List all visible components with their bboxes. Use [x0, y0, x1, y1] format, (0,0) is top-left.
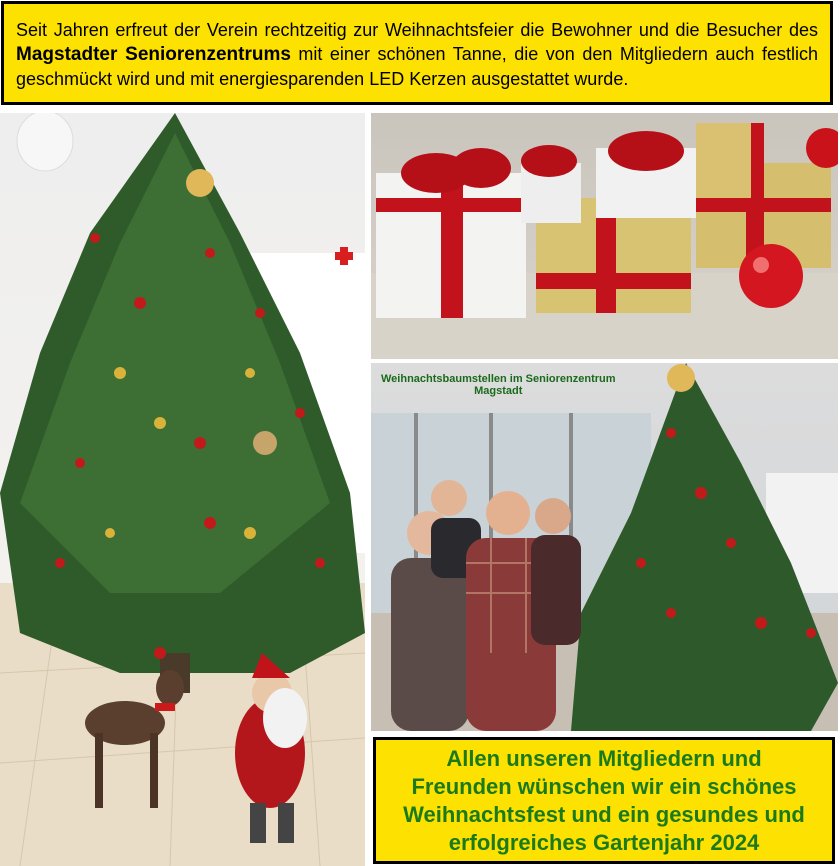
- greeting-box: [373, 737, 835, 864]
- photo-caption-line2: Magstadt: [474, 385, 523, 397]
- greeting-line1: Allen unseren Mitgliedern und: [446, 745, 762, 771]
- photo-caption-line1: Weihnachtsbaumstellen im Seniorenzentrum: [381, 373, 616, 385]
- people-with-tree-photo: [371, 363, 838, 731]
- intro-text-box: [1, 1, 833, 105]
- photo-caption: [381, 373, 616, 397]
- greeting-line4: erfolgreiches Gartenjahr 2024: [448, 829, 760, 855]
- intro-text-part2: mit einer schönen Tanne, die von den Mitgliedern auch festlich geschmückt wird und mit energiesparenden LED Kerzen ausgestattet wurde.: [16, 44, 818, 89]
- christmas-tree-photo: [0, 113, 365, 866]
- greeting-line2: Freunden wünschen wir ein schönes: [411, 773, 797, 799]
- intro-text-part1: Seit Jahren erfreut der Verein rechtzeitig zur Weihnachtsfeier die Bewohner und die Besucher des: [16, 20, 818, 40]
- greeting-line3: Weihnachtsfest und ein gesundes und: [403, 801, 805, 827]
- intro-text-bold: Magstadter Seniorenzentrums: [16, 44, 291, 65]
- gift-boxes-photo: [371, 113, 838, 359]
